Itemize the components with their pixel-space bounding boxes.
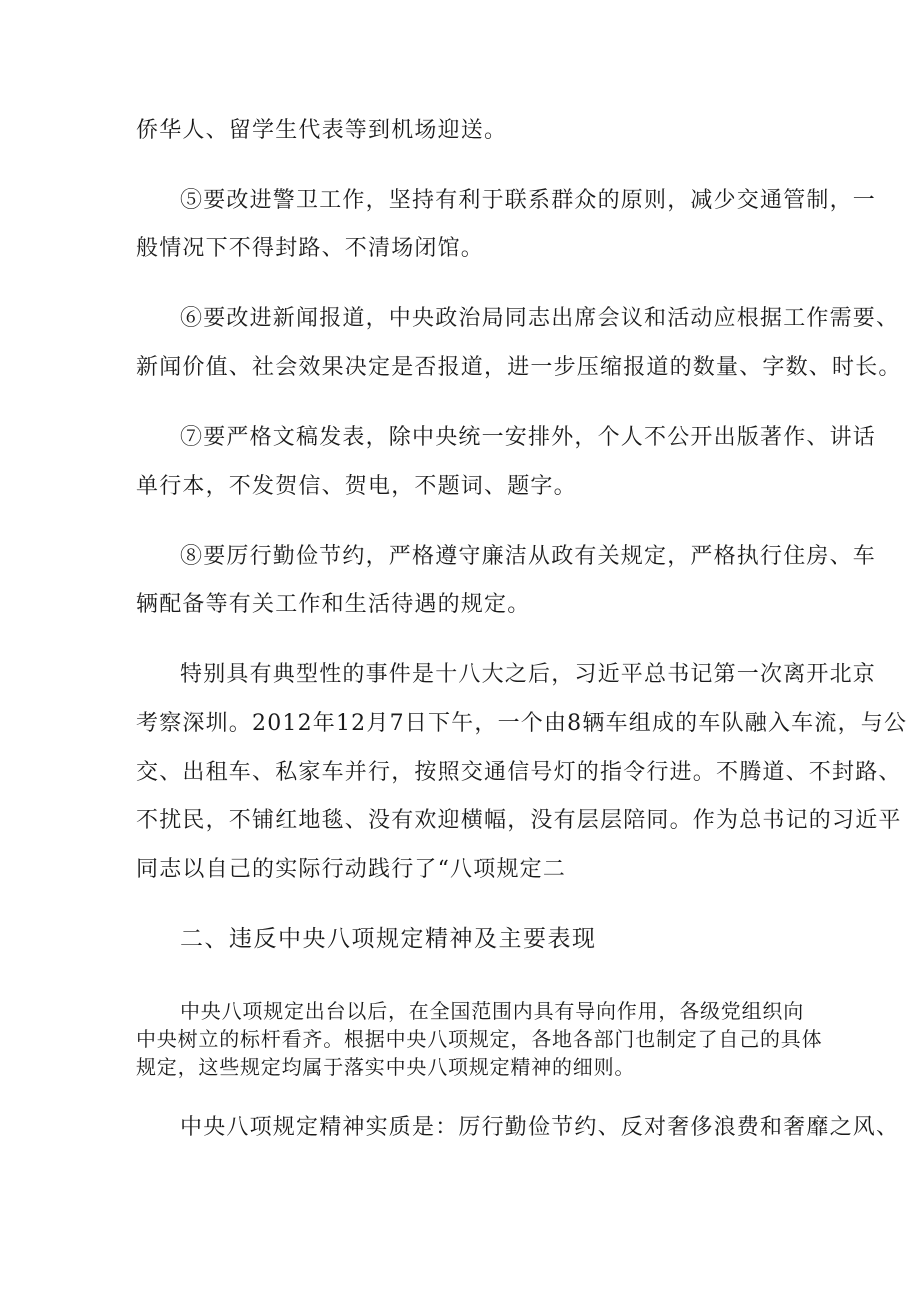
text-line: 不扰民，不铺红地毯、没有欢迎横幅，没有层层陪同。作为总书记的习近平 [136,808,902,833]
text-line: 中央树立的标杆看齐。根据中央八项规定，各地各部门也制定了自己的具体 [136,1027,823,1051]
text-line: ⑦要严格文稿发表，除中央统一安排外，个人不公开出版著作、讲话 [180,425,877,450]
text-line: 特别具有典型性的事件是十八大之后，习近平总书记第一次离开北京 [180,662,877,687]
text-line: 新闻价值、社会效果决定是否报道，进一步压缩报道的数量、字数、时长。 [136,355,902,380]
text-line: 交、出租车、私家车并行，按照交通信号灯的指令行进。不腾道、不封路、 [136,760,902,785]
text-line: 中央八项规定精神实质是：厉行勤俭节约、反对奢侈浪费和奢靡之风、 [180,1115,900,1140]
text-line: 考察深圳。2012年12月7日下午，一个由8辆车组成的车队融入车流，与公 [136,711,908,736]
text-line: 单行本，不发贺信、贺电，不题词、题字。 [136,474,577,499]
text-line: 辆配备等有关工作和生活待遇的规定。 [136,592,531,617]
text-line: 般情况下不得封路、不清场闭馆。 [136,236,485,261]
text-line: 侨华人、留学生代表等到机场迎送。 [136,118,508,143]
text-line: 同志以自己的实际行动践行了“八项规定二 [136,857,567,882]
text-line: ⑧要厉行勤俭节约，严格遵守廉洁从政有关规定，严格执行住房、车 [180,544,877,569]
text-line: 中央八项规定出台以后，在全国范围内具有导向作用，各级党组织向 [180,999,804,1023]
text-line: 规定，这些规定均属于落实中央八项规定精神的细则。 [136,1055,636,1079]
section-heading: 二、违反中央八项规定精神及主要表现 [180,926,597,952]
text-line: ⑤要改进警卫工作，坚持有利于联系群众的原则，减少交通管制，一 [180,188,877,213]
text-line: ⑥要改进新闻报道，中央政治局同志出席会议和活动应根据工作需要、 [180,306,900,331]
